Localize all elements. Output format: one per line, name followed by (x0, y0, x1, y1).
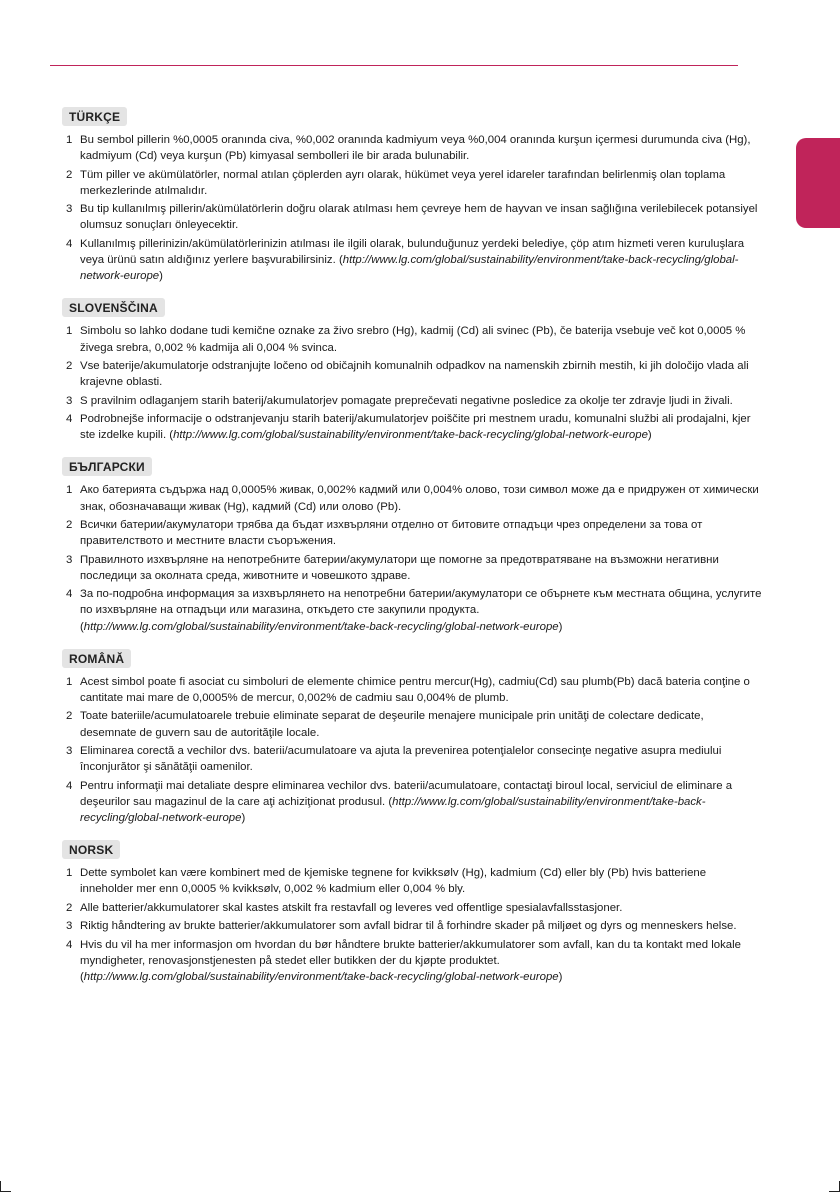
item-number: 4 (66, 588, 73, 601)
item-number: 3 (66, 553, 73, 566)
list-item (62, 586, 762, 635)
list-item (62, 236, 762, 285)
closing-paren: ) (647, 429, 652, 442)
item-text: Eliminarea corectă a vechilor dvs. baterii/acumulatoare va ajuta la prevenirea potenţialelor consecinţe negative asupra mediului înconjurător şi sănătăţii oamenilor. (80, 744, 722, 774)
item-number: 1 (66, 325, 73, 338)
crop-mark-bottom-left (0, 1181, 11, 1192)
header-rule (50, 65, 738, 66)
list-item (62, 482, 762, 514)
section-bulgarian (62, 457, 762, 634)
section-title: БЪЛГАРСКИ (62, 457, 152, 476)
item-number: 3 (66, 394, 73, 407)
list-item (62, 132, 762, 164)
item-number: 2 (66, 710, 73, 723)
language-side-tab (796, 138, 840, 228)
section-title: SLOVENŠČINA (62, 298, 165, 317)
numbered-list (62, 323, 762, 443)
closing-paren: ) (558, 970, 563, 983)
item-number: 3 (66, 920, 73, 933)
numbered-list (62, 865, 762, 985)
item-text: Simbolu so lahko dodane tudi kemične oznake za živo srebro (Hg), kadmij (Cd) ali svinec (Pb), če baterija vsebuje več kot 0,0005 % živega srebra, 0,002 % kadmija ali 0,004 % svinca. (80, 325, 746, 354)
section-norwegian (62, 840, 762, 985)
list-item (62, 552, 762, 584)
item-text: Bu sembol pillerin %0,0005 oranında civa, %0,002 oranında kadmiyum veya %0,004 oranında kurşun içermesi durumunda civa (Hg), kadmiyum (Cd) veya kurşun (Pb) kimyasal sembolleri ile bir arada bulunabilir. (80, 134, 751, 163)
list-item (62, 411, 762, 443)
item-number: 1 (66, 134, 73, 146)
section-title: TÜRKÇE (62, 107, 127, 126)
item-text: Toate bateriile/acumulatoarele trebuie eliminate separat de deşeurile menajere municipale prin unităţi de colectare dedicate, desemnate de guvern sau de autorităţile locale. (80, 710, 704, 739)
list-item (62, 674, 762, 706)
closing-paren: ) (558, 620, 563, 633)
item-text: Acest simbol poate fi asociat cu simboluri de elemente chimice pentru mercur(Hg), cadmiu(Cd) sau plumb(Pb) dacă bateria conţine o cantitate mai mare de 0,0005% de mercur, 0,002% de cadmiu sau 0,004% de plumb. (80, 675, 750, 704)
item-text: Ако батерията съдържа над 0,0005% живак, 0,002% кадмий или 0,004% олово, този символ може да е придружен от химически знак, обозначаващи живак (Hg), кадмий (Cd) или олово (Pb). (80, 484, 759, 513)
numbered-list (62, 674, 762, 826)
list-item (62, 358, 762, 390)
item-text: Hvis du vil ha mer informasjon om hvordan du bør håndtere brukte batterier/akkumulatorer som avfall, kan du ta kontakt med lokale myndigheter, renovasjonstjenesten på stedet eller butikken der du kjøpte produktet. ( (80, 938, 741, 983)
list-item (62, 918, 762, 934)
item-number: 1 (66, 484, 73, 497)
list-item (62, 201, 762, 233)
item-number: 4 (66, 938, 73, 951)
item-text: Pentru informaţii mai detaliate despre eliminarea vechilor dvs. baterii/acumulatoare, contactaţi biroul local, serviciul de eliminare a deşeurilor sau magazinul de la care aţi achiziţionat produsul. ( (80, 779, 733, 808)
item-text: Bu tip kullanılmış pillerin/akümülatörlerin doğru olarak atılması hem çevreye hem de hayvan ve insan sağlığına verilebilecek potansiyel olumsuz sonuçları önleyecektir. (80, 203, 758, 232)
list-item (62, 900, 762, 916)
recycling-url-link[interactable]: http://www.lg.com/global/sustainability/environment/take-back-recycling/global-network-europe (83, 970, 559, 983)
item-text: S pravilnim odlaganjem starih baterij/akumulatorjev pomagate preprečevati negativne posledice za okolje ter zdravje ljudi in živali. (80, 394, 733, 407)
item-number: 1 (66, 867, 73, 880)
list-item (62, 167, 762, 199)
list-item (62, 937, 762, 986)
recycling-url-link[interactable]: http://www.lg.com/global/sustainability/environment/take-back-recycling/global-network-europe (173, 429, 648, 442)
document-body (62, 107, 762, 999)
item-text: За по-подробна информация за изхвърлянето на непотребни батерии/акумулатори се обърнете към местната община, услугите по изхвърляне на отпадъци или магазина, откъдето сте закупили продукта. ( (80, 588, 762, 633)
item-number: 2 (66, 359, 73, 372)
recycling-url-link[interactable]: http://www.lg.com/global/sustainability/environment/take-back-recycling/global-network-europe (83, 620, 559, 633)
list-item (62, 517, 762, 549)
item-number: 2 (66, 901, 73, 914)
list-item (62, 323, 762, 355)
recycling-url-link[interactable]: http://www.lg.com/global/sustainability/environment/take-back-recycling/global-network-europe (80, 253, 739, 283)
list-item (62, 743, 762, 775)
item-text: Riktig håndtering av brukte batterier/akkumulatorer som avfall bidrar til å forhindre skader på miljøet og dyrs og menneskers helse. (80, 920, 737, 933)
recycling-url-link[interactable]: http://www.lg.com/global/sustainability/environment/take-back-recycling/global-network-europe (80, 795, 706, 824)
item-number: 2 (66, 168, 73, 181)
numbered-list (62, 132, 762, 284)
section-romanian (62, 649, 762, 826)
item-number: 3 (66, 203, 73, 216)
list-item (62, 393, 762, 409)
list-item (62, 778, 762, 827)
closing-paren: ) (241, 811, 246, 824)
item-number: 1 (66, 675, 73, 688)
item-text: Правилното изхвърляне на непотребните батерии/акумулатори ще помогне за предотвратяване на възможни негативни последици за околната среда, животните и човешкото здраве. (80, 553, 719, 582)
list-item (62, 708, 762, 740)
item-text: Dette symbolet kan være kombinert med de kjemiske tegnene for kvikksølv (Hg), kadmium (Cd) eller bly (Pb) hvis batteriene inneholder mer enn 0,0005 % kvikksølv, 0,002 % kadmium eller 0,004 % bly. (80, 867, 707, 896)
list-item (62, 865, 762, 897)
closing-paren: ) (159, 270, 163, 283)
crop-mark-bottom-right (829, 1181, 840, 1192)
numbered-list (62, 482, 762, 634)
item-text: Alle batterier/akkumulatorer skal kastes atskilt fra restavfall og leveres ved offentlige spesialavfallsstasjoner. (80, 901, 623, 914)
section-slovenian (62, 298, 762, 443)
section-title: ROMÂNĂ (62, 649, 131, 668)
section-turkish (62, 107, 762, 284)
item-text: Podrobnejše informacije o odstranjevanju starih baterij/akumulatorjev poiščite pri mestnem uradu, komunalni službi ali prodajalni, kjer ste izdelke kupili. ( (80, 412, 751, 442)
section-title: NORSK (62, 840, 120, 859)
item-text: Vse baterije/akumulatorje odstranjujte ločeno od običajnih komunalnih odpadkov na namenskih zbirnih mestih, ki jih določijo vlada ali krajevne oblasti. (80, 359, 749, 389)
item-text: Kullanılmış pillerinizin/akümülatörlerinizin atılması ile ilgili olarak, bulunduğunuz yerdeki belediye, çöp atım hizmeti veren kuruluşlara veya ürünü satın aldığınız yerlere başvurabilirsiniz. ( (80, 237, 745, 266)
item-number: 2 (66, 518, 73, 531)
item-number: 3 (66, 744, 73, 757)
item-text: Всички батерии/акумулатори трябва да бъдат изхвърляни отделно от битовите отпадъци чрез определени за това от правителството и местните власти съоръжения. (80, 518, 703, 548)
item-number: 4 (66, 237, 73, 250)
item-number: 4 (66, 779, 73, 792)
item-number: 4 (66, 412, 73, 425)
item-text: Tüm piller ve akümülatörler, normal atılan çöplerden ayrı olarak, hükümet veya yerel idareler tarafından belirlenmiş olan toplama merkezlerinde atılmalıdır. (80, 168, 726, 197)
